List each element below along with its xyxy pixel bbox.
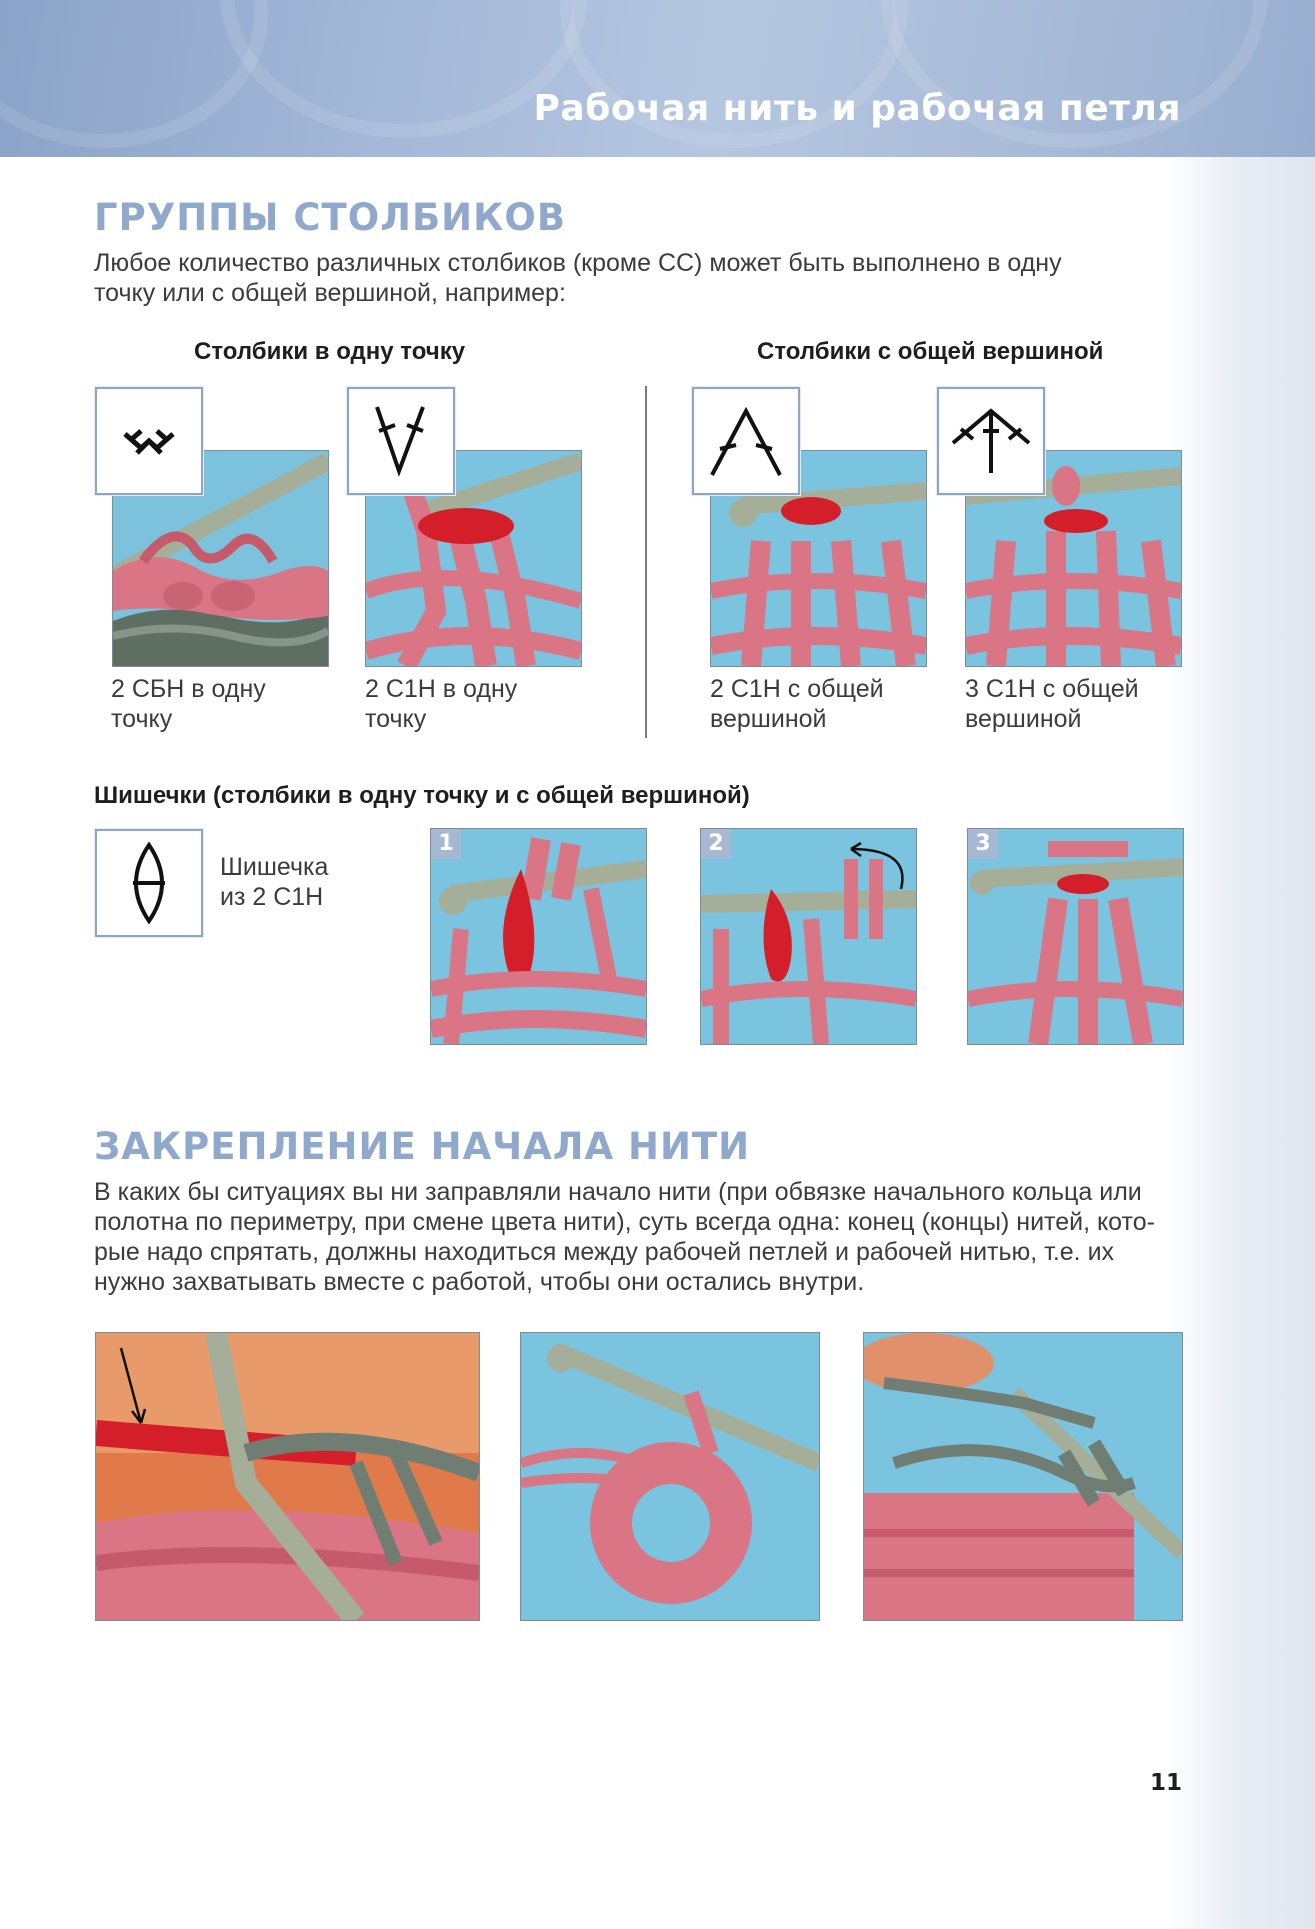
right-margin-strip [1165, 157, 1315, 1929]
two-dc-common-top-icon [692, 387, 800, 495]
group-title-one-point: Столбики в одну точку [194, 338, 466, 365]
two-sc-one-point-icon [95, 387, 203, 495]
photo-bobble-step-3 [967, 828, 1184, 1045]
photo-securing-thread-2 [520, 1332, 820, 1621]
section-paragraph-securing-thread: В каких бы ситуациях вы ни заправляли начало нити (при обвязке начального кольца или полотна по периметру, при смене цвета нити), суть всегда одна: конец (концы) нитей, кото- рые надо спрятать, должны находиться между рабочей петлей и рабочей нитью, т.е. их нужно захватывать вместе с работой, чтобы они остались внутри. [94, 1178, 1155, 1296]
section-heading-securing-thread: ЗАКРЕПЛЕНИЕ НАЧАЛА НИТИ [94, 1125, 751, 1168]
step-badge: 3 [968, 829, 998, 859]
caption-two-dc-one-point: 2 С1Н в одну точку [365, 675, 518, 733]
photo-securing-thread-3 [863, 1332, 1183, 1621]
page-header [0, 0, 1315, 157]
page-number: 11 [1149, 1770, 1182, 1796]
bobble-icon [95, 829, 203, 937]
three-dc-common-top-icon [937, 387, 1045, 495]
caption-bobble: Шишечка из 2 С1Н [220, 853, 329, 911]
chapter-title: Рабочая нить и рабочая петля [533, 88, 1181, 129]
section-heading-stitch-groups: ГРУППЫ СТОЛБИКОВ [94, 196, 567, 239]
two-dc-one-point-icon [347, 387, 455, 495]
photo-bobble-step-1 [430, 828, 647, 1045]
caption-two-sc-one-point: 2 СБН в одну точку [111, 675, 266, 733]
section-paragraph-stitch-groups: Любое количество различных столбиков (кроме СС) может быть выполнено в одну точку или с общей вершиной, например: [94, 249, 1062, 307]
step-badge: 2 [701, 829, 731, 859]
caption-three-dc-common-top: 3 С1Н с общей вершиной [965, 675, 1139, 733]
group-title-common-top: Столбики с общей вершиной [757, 338, 1104, 365]
step-badge: 1 [431, 829, 461, 859]
photo-bobble-step-2 [700, 828, 917, 1045]
group-divider [645, 386, 647, 738]
photo-securing-thread-1 [95, 1332, 480, 1621]
caption-two-dc-common-top: 2 С1Н с общей вершиной [710, 675, 884, 733]
bobbles-title: Шишечки (столбики в одну точку и с общей вершиной) [94, 782, 750, 809]
